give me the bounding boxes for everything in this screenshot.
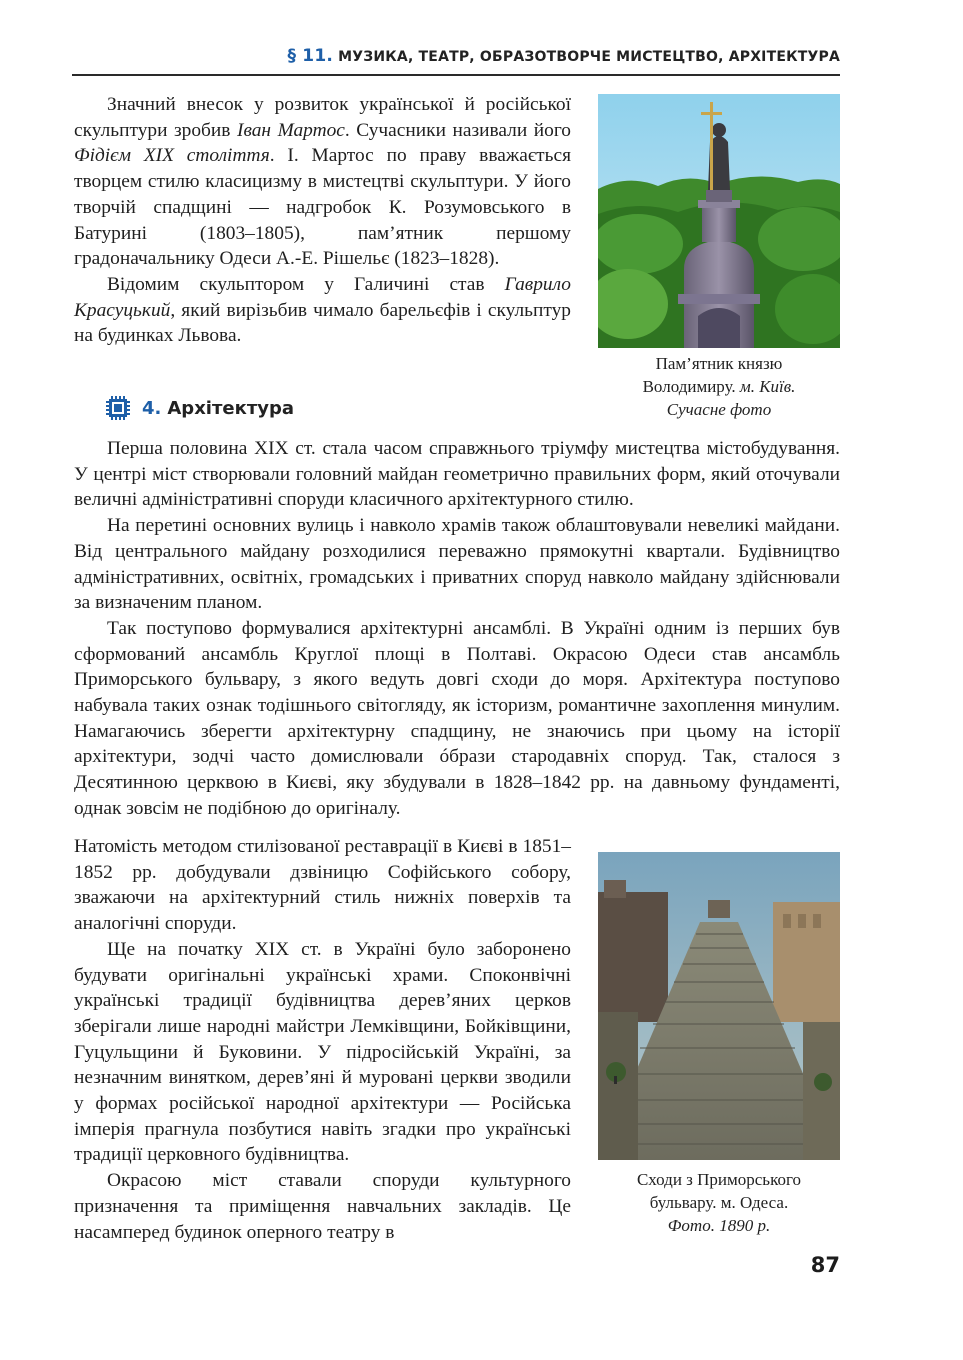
paragraph: Ще на початку ХІХ ст. в Україні було заборонено будувати оригінальні українські храми. Споконвічні українські традиції будівництва дерев’яних церков зберігали лише народні майстри Лемківщини, Бойківщини, Гуцульщини й Буковини. У підросійській Україні, за незначним винятком, дерев’яні й муровані церкви зводили у формах російської народної архітектури — Російська імперія прагнула позбутися навіть згадки про українські традиції церковного будівництва. (74, 938, 571, 1166)
section-heading-title: Архітектура (167, 397, 295, 419)
emphasis: Гаврило Красуцький (74, 273, 571, 321)
running-head (72, 46, 840, 76)
architecture-text-narrow (74, 834, 571, 1245)
monument-illustration (598, 94, 840, 348)
section-number: § 11. (287, 46, 334, 66)
paragraph: Перша половина ХІХ ст. стала часом справжнього тріумфу мистецтва містобудування. У центрі міст створювали головний майдан геометрично правильних форм, який оточували величні адміністративні споруди класичного архітектурного стилю. (74, 438, 840, 511)
figure-caption-stairs: Сходи з Приморського бульвару. м. Одеса. Фото. 1890 р. (636, 1170, 802, 1235)
stairs-illustration (598, 852, 840, 1160)
header-rule (72, 74, 840, 76)
section-heading (106, 396, 294, 420)
chip-icon (106, 396, 130, 420)
paragraph: Значний внесок у розвиток української й російської скульптури зробив Іван Мартос. Сучасники називали його Фідієм ХІХ століття. І. Мартос по праву вважається творцем стилю класицизму в мистецтві скульптури. У його творчій спадщині — надгробок К. Розумовського в Батурині (1803–1805), пам’ятник першому градоначальнику Одеси А.-Е. Рішельє (1823–1828). (74, 94, 572, 270)
paragraph: Окрасою міст ставали споруди культурного призначення та приміщення навчальних закладів. Це насамперед будинок оперного театру в (74, 1170, 571, 1243)
section-heading-number: 4. (142, 397, 162, 419)
figure-caption-volodymyr: Пам’ятник князю Володимиру. м. Київ. Сучасне фото (642, 354, 796, 419)
architecture-text (74, 436, 840, 822)
paragraph: Відомим скульптором у Галичині став Гаврило Красуцький, який вирізьбив чимало барельєфів і скульптур на будинках Львова. (74, 273, 571, 347)
primorsky-stairs-photo (598, 852, 840, 1160)
paragraph: На перетині основних вулиць і навколо храмів також облаштовували невеликі майдани. Від центрального майдану розходилися переважно прямокутні квартали. Будівництво адміністративних, освітніх, громадських і приватних споруд навколо майдану здійснювали за визначеним планом. (74, 515, 840, 614)
paragraph: Натомість методом стилізованої реставрації в Києві в 1851–1852 рр. добудували дзвіницю Софійського собору, зважаючи на архітектурний стиль нижніх поверхів та аналогічні споруди. (74, 836, 571, 935)
emphasis: Фідієм ХІХ століття (74, 145, 270, 167)
page-number: 87 (810, 1253, 840, 1277)
emphasis: Іван Мартос (237, 119, 345, 141)
paragraph: Так поступово формувалися архітектурні ансамблі. В Україні одним із перших був сформований ансамбль Круглої площі в Полтаві. Окрасою Одеси став ансамбль Приморського бульвару, з якого ведуть довгі сходи до моря. Архітектура поступово набувала таких ознак тодішнього світогляду, як історизм, романтичне захоплення минулим. Намагаючись зберегти архітектурну спадщину, не знаючись при цьому на історії архітектури, зодчі часто домислювали óбрази стародавніх споруд. Так, сталося з Десятинною церквою в Києві, яку збудували в 1828–1842 рр. на давньому фундаменті, однак зовсім не подібною до оригіналу. (74, 617, 840, 819)
volodymyr-monument-photo (598, 94, 840, 348)
section-title: МУЗИКА, ТЕАТР, ОБРАЗОТВОРЧЕ МИСТЕЦТВО, АРХІТЕКТУРА (338, 49, 840, 65)
intro-text (74, 92, 571, 349)
